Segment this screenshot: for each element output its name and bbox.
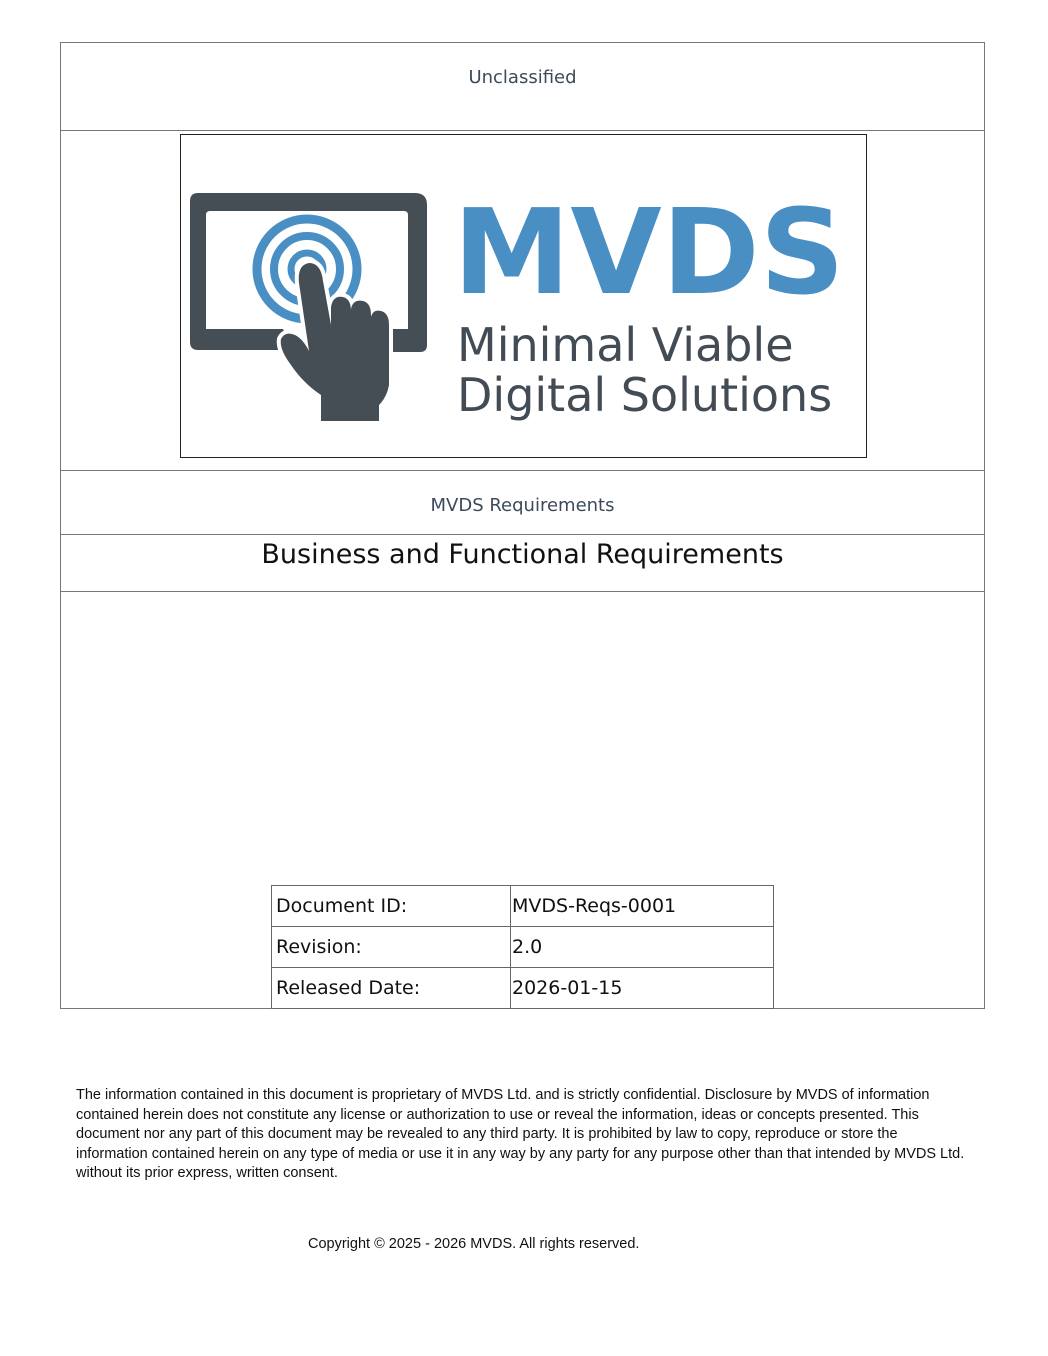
divider [61,130,984,131]
cover-frame [60,42,985,1009]
divider [61,470,984,471]
released-date-label: Released Date: [272,968,511,1009]
logo-tagline-line2: Digital Solutions [457,368,833,422]
logo-wordmark: MVDS [453,183,845,321]
document-metadata-table [271,885,774,1009]
company-logo [180,134,867,458]
table-row [272,968,774,1009]
table-row [272,886,774,927]
divider [61,591,984,592]
document-title: Business and Functional Requirements [261,539,784,570]
copyright-notice: Copyright © 2025 - 2026 MVDS. All rights reserved. [308,1236,640,1252]
revision-label: Revision: [272,927,511,968]
project-name: MVDS Requirements [430,495,615,516]
confidentiality-disclaimer: The information contained in this document is proprietary of MVDS Ltd. and is strictly confidential. Disclosure by MVDS of information contained herein does not constitute any license or authorization to use or reveal the information, ideas or concepts presented. This document nor any part of this document may be revealed to any third party. It is prohibited by law to copy, reproduce or store the information contained herein on any type of media or use it in any way by any party for any purpose other than that intended by MVDS Ltd. without its prior express, written consent. [76,1087,965,1181]
revision-value: 2.0 [511,927,774,968]
classification-label: Unclassified [468,67,577,88]
released-date-value: 2026-01-15 [511,968,774,1009]
document-id-value: MVDS-Reqs-0001 [511,886,774,927]
divider [61,534,984,535]
document-id-label: Document ID: [272,886,511,927]
table-row [272,927,774,968]
logo-tagline-line1: Minimal Viable [457,318,794,372]
